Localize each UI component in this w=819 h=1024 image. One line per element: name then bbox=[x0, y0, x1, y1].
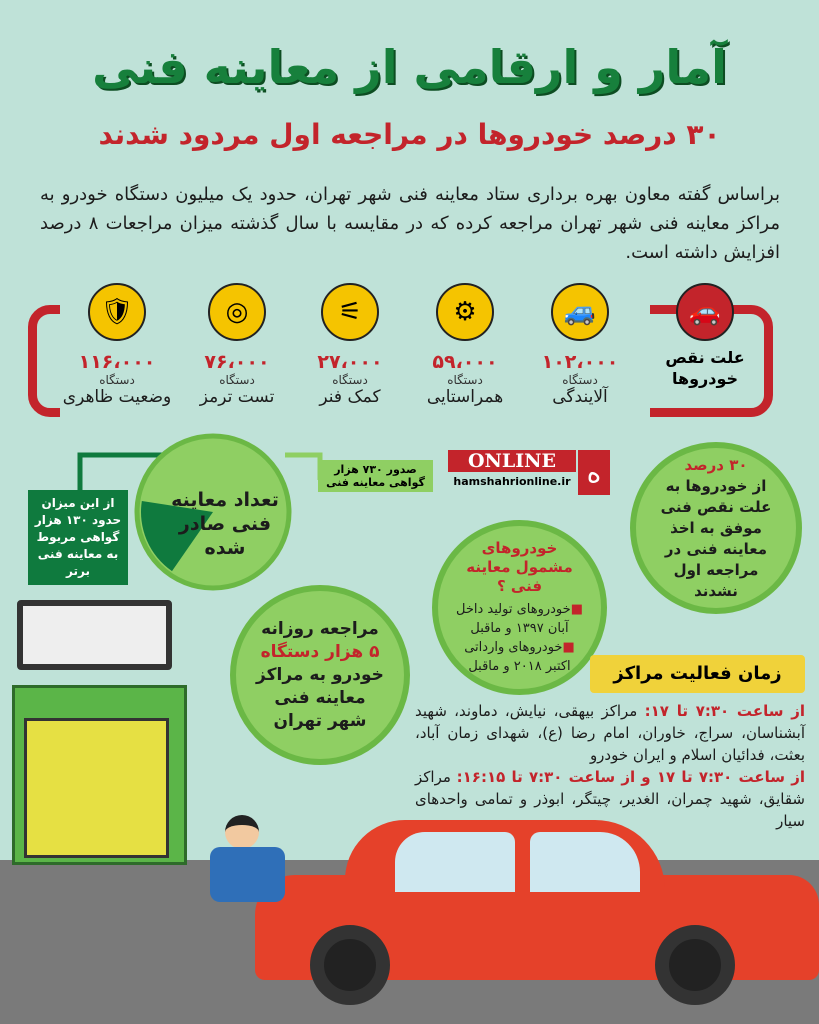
eligible-item: ■خودروهای وارداتی اکتبر ۲۰۱۸ و ماقبل bbox=[464, 640, 575, 674]
car-shield-icon: 🛡 bbox=[88, 283, 146, 341]
page-subtitle: ۳۰ درصد خودروها در مراجعه اول مردود شدند bbox=[98, 118, 721, 151]
hours-heading: زمان فعالیت مراکز bbox=[590, 655, 805, 693]
stat-unit: دستگاه bbox=[99, 373, 135, 387]
hours-block1-time: از ساعت ۷:۳۰ تا ۱۷: bbox=[644, 702, 805, 720]
intro-paragraph: براساس گفته معاون بهره برداری ستاد معاینه فنی شهر تهران، حدود یک میلیون دستگاه خودرو به مراکز معاینه فنی شهر تهران مراجعه کرده که در مقایسه با سال گذشته میزان مراجعات ۸ درصد افزایش داشته است. bbox=[40, 184, 780, 263]
fail-rate-text: از خودروها به علت نقص فنی موفق به اخذ معاینه فنی در مراجعه اول نشدند bbox=[660, 476, 772, 600]
stat-unit: دستگاه bbox=[332, 373, 368, 387]
eligible-item-text: خودروهای تولید داخل آبان ۱۳۹۷ و ماقبل bbox=[456, 602, 571, 636]
stat-emission bbox=[520, 283, 640, 407]
stat-value: ۱۰۲،۰۰۰ bbox=[541, 351, 619, 373]
fail-rate-circle bbox=[630, 442, 802, 614]
daily-visits-circle bbox=[230, 585, 410, 765]
stat-label: تست ترمز bbox=[199, 387, 275, 407]
eligible-heading: خودروهای مشمول معاینه فنی ؟ bbox=[466, 539, 573, 595]
stat-appearance bbox=[57, 283, 177, 407]
hours-text bbox=[415, 700, 805, 832]
daily-line1: مراجعه روزانه bbox=[261, 618, 379, 639]
stat-label: کمک فنر bbox=[319, 387, 381, 407]
daily-highlight: ۵ هزار دستگاه bbox=[260, 641, 380, 662]
eligible-item-text: خودروهای وارداتی اکتبر ۲۰۱۸ و ماقبل bbox=[464, 640, 571, 674]
pie-total-label: صدور ۷۳۰ هزار گواهی معاینه فنی bbox=[318, 460, 433, 492]
hours-block1-text: مراکز بیهقی، نیایش، دماوند، شهید آبشناسان، سراج، خاوران، امام رضا (ع)، شهدای زمان آباد، بعثت، فدائیان اسلام و ایران خودرو bbox=[415, 702, 805, 764]
exhaust-car-icon: 🚙 bbox=[551, 283, 609, 341]
stat-label: همراستایی bbox=[426, 387, 504, 407]
pie-part-label: از این میزان حدود ۱۳۰ هزار گواهی مربوط به معاینه فنی برتر bbox=[28, 490, 128, 585]
inspection-machine-illustration bbox=[12, 600, 172, 865]
logo-url: hamshahrionline.ir bbox=[453, 475, 571, 488]
stat-value: ۵۹،۰۰۰ bbox=[432, 351, 498, 373]
car-mechanic-icon: 🚗 bbox=[676, 283, 734, 341]
stat-label: وضعیت ظاهری bbox=[62, 387, 172, 407]
stat-shock bbox=[290, 283, 410, 407]
wheel-alignment-icon: ⚙ bbox=[436, 283, 494, 341]
stat-value: ۱۱۶،۰۰۰ bbox=[78, 351, 156, 373]
stat-unit: دستگاه bbox=[219, 373, 255, 387]
stat-value: ۷۶،۰۰۰ bbox=[204, 351, 270, 373]
logo-text: ONLINE bbox=[448, 450, 576, 472]
daily-line2: خودرو به مراکز معاینه فنی شهر تهران bbox=[256, 664, 384, 731]
bracket-gap-bottom bbox=[60, 405, 650, 425]
eligible-circle bbox=[432, 520, 607, 695]
page-title: آمار و ارقامی از معاینه فنی bbox=[92, 40, 727, 94]
defects-heading: علت نقص خودروها bbox=[665, 348, 745, 388]
stat-value: ۲۷،۰۰۰ bbox=[317, 351, 383, 373]
fail-rate-value: ۳۰ درصد bbox=[684, 455, 748, 474]
logo-mark-icon: ه bbox=[578, 450, 610, 495]
brake-disc-icon: ◎ bbox=[208, 283, 266, 341]
defects-heading-block bbox=[650, 283, 760, 389]
pie-center-label: تعداد معاینه فنی صادر شده bbox=[171, 489, 279, 559]
hours-block2-text: مراکز شقایق، شهید چمران، الغدیر، چیتگر، ابوذر و تمامی واحدهای سیار bbox=[415, 768, 805, 830]
stat-label: آلایندگی bbox=[552, 387, 608, 407]
stat-brake bbox=[177, 283, 297, 407]
red-car-illustration bbox=[255, 820, 819, 1000]
shock-absorber-icon: ⚟ bbox=[321, 283, 379, 341]
mechanic-illustration bbox=[200, 815, 290, 945]
stat-alignment bbox=[405, 283, 525, 407]
hours-block2-time: از ساعت ۷:۳۰ تا ۱۷ و از ساعت ۷:۳۰ تا ۱۶:۱۵: bbox=[456, 768, 805, 786]
stat-unit: دستگاه bbox=[562, 373, 598, 387]
eligible-item: ■خودروهای تولید داخل آبان ۱۳۹۷ و ماقبل bbox=[456, 602, 583, 636]
stat-unit: دستگاه bbox=[447, 373, 483, 387]
hamshahri-logo bbox=[448, 450, 610, 495]
